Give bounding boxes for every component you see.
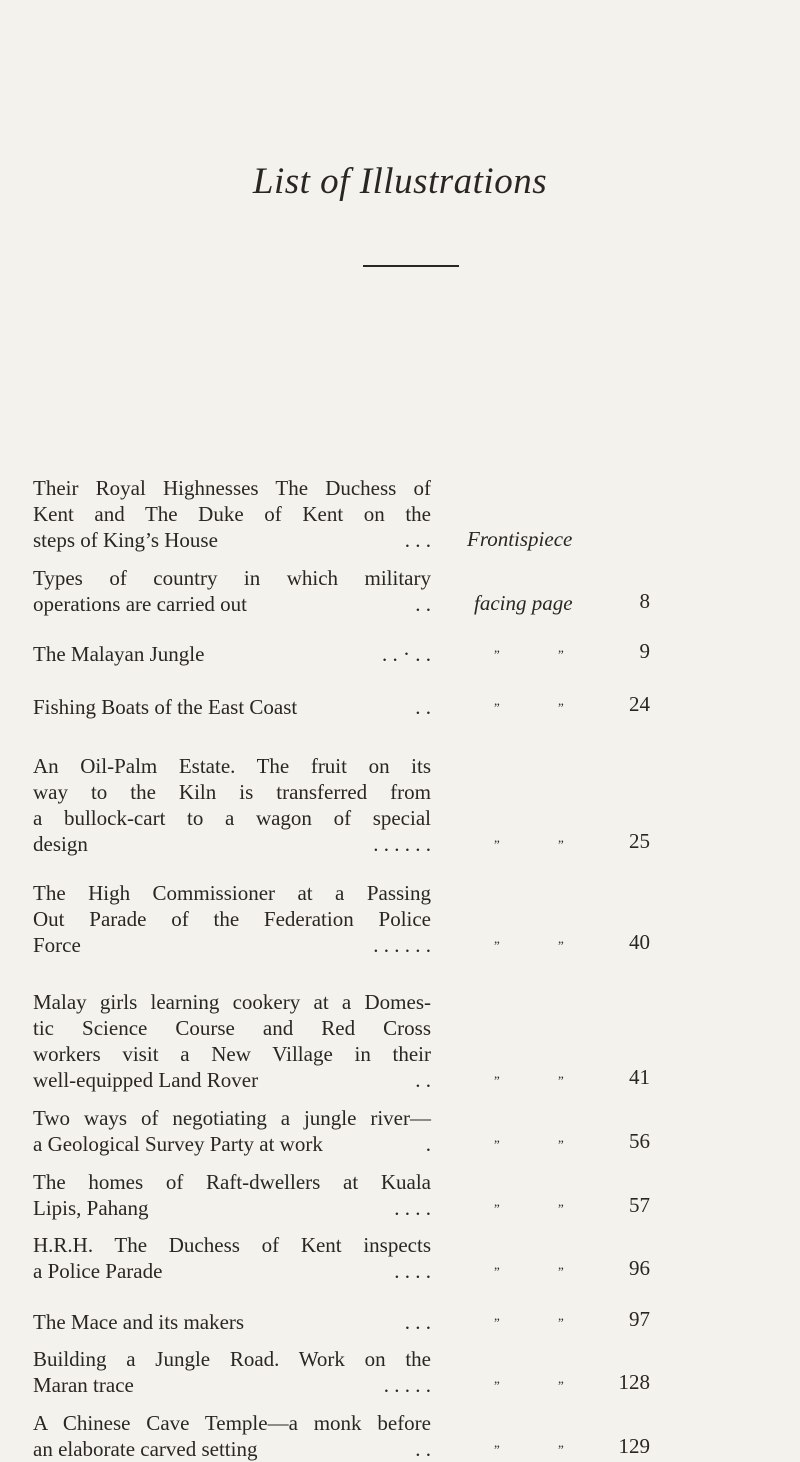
- caption-line: Lipis, Pahang: [33, 1196, 149, 1220]
- caption-last-line: [33, 1195, 431, 1221]
- page-number: 40: [629, 930, 650, 954]
- caption-last-line: [33, 1067, 431, 1093]
- illustration-caption: [33, 880, 431, 958]
- caption-last-line: [33, 591, 431, 617]
- illustration-caption: [33, 565, 431, 617]
- caption-line: Out Parade of the Federation Police: [33, 907, 431, 931]
- caption-last-line: [33, 1258, 431, 1284]
- caption-line: workers visit a New Village in their: [33, 1042, 431, 1066]
- caption-last-line: [33, 1309, 431, 1335]
- caption-line: tic Science Course and Red Cross: [33, 1016, 431, 1040]
- caption-line: Fishing Boats of the East Coast: [33, 695, 298, 719]
- illustration-caption: [33, 1169, 431, 1221]
- leader-dots: . .: [415, 695, 431, 719]
- page-number: 96: [629, 1256, 650, 1280]
- ditto-mark: ”: [494, 700, 499, 715]
- caption-line: Building a Jungle Road. Work on the: [33, 1347, 431, 1371]
- page-number: 41: [629, 1065, 650, 1089]
- leader-dots: . .: [415, 1068, 431, 1092]
- ditto-mark: ”: [558, 1442, 563, 1457]
- caption-line: The Malayan Jungle: [33, 642, 205, 666]
- ditto-mark: ”: [494, 1264, 499, 1279]
- caption-last-line: [33, 1436, 431, 1462]
- caption-line: An Oil-Palm Estate. The fruit on its: [33, 754, 431, 778]
- illustration-caption: [33, 1410, 431, 1462]
- ditto-mark: ”: [558, 1264, 563, 1279]
- caption-line: a Geological Survey Party at work: [33, 1132, 323, 1156]
- leader-dots: . . . .: [394, 1196, 431, 1220]
- page-number: 25: [629, 829, 650, 853]
- caption-line: H.R.H. The Duchess of Kent inspects: [33, 1233, 431, 1257]
- caption-line: Force: [33, 933, 81, 957]
- caption-line: design: [33, 832, 88, 856]
- leader-dots: . . .: [404, 528, 431, 552]
- ditto-mark: ”: [494, 1201, 499, 1216]
- leader-dots: . . . .: [394, 1259, 431, 1283]
- caption-last-line: [33, 1131, 431, 1157]
- ditto-mark: ”: [558, 1315, 563, 1330]
- ditto-mark: ”: [558, 1378, 563, 1393]
- caption-line: Kent and The Duke of Kent on the: [33, 502, 431, 526]
- caption-line: The High Commissioner at a Passing: [33, 881, 431, 905]
- caption-line: Maran trace: [33, 1373, 134, 1397]
- caption-line: A Chinese Cave Temple—a monk before: [33, 1411, 431, 1435]
- leader-dots: . . . . . .: [373, 933, 431, 957]
- illustration-caption: [33, 753, 431, 857]
- illustration-caption: [33, 989, 431, 1093]
- caption-line: well-equipped Land Rover: [33, 1068, 259, 1092]
- caption-line: an elaborate carved setting: [33, 1437, 258, 1461]
- leader-dots: . .: [415, 592, 431, 616]
- ditto-mark: ”: [494, 647, 499, 662]
- illustration-caption: [33, 641, 431, 667]
- leader-dots: . . · . .: [382, 642, 431, 666]
- page-number: 128: [618, 1370, 650, 1394]
- ditto-mark: ”: [494, 837, 499, 852]
- ditto-mark: ”: [558, 837, 563, 852]
- leader-dots: . . . . .: [383, 1373, 431, 1397]
- page-number: 8: [639, 589, 650, 613]
- ditto-mark: ”: [494, 1137, 499, 1152]
- ditto-mark: ”: [494, 1378, 499, 1393]
- page-number: 9: [639, 639, 650, 663]
- ditto-mark: ”: [558, 938, 563, 953]
- leader-dots: . . . . . .: [373, 832, 431, 856]
- caption-line: steps of King’s House: [33, 528, 218, 552]
- leader-dots: . .: [415, 1437, 431, 1461]
- ditto-mark: ”: [558, 1201, 563, 1216]
- illustration-caption: [33, 1232, 431, 1284]
- caption-line: a Police Parade: [33, 1259, 163, 1283]
- ditto-mark: ”: [558, 1073, 563, 1088]
- ditto-mark: ”: [494, 1315, 499, 1330]
- page-number: 56: [629, 1129, 650, 1153]
- ditto-mark: ”: [558, 647, 563, 662]
- caption-last-line: [33, 1372, 431, 1398]
- ditto-mark: ”: [558, 1137, 563, 1152]
- title-divider: [363, 265, 459, 267]
- illustration-caption: [33, 475, 431, 553]
- leader-dots: .: [425, 1132, 431, 1156]
- caption-last-line: [33, 831, 431, 857]
- page-number: 24: [629, 692, 650, 716]
- page-reference-label: Frontispiece: [467, 527, 573, 551]
- ditto-mark: ”: [494, 1073, 499, 1088]
- page-title: List of Illustrations: [252, 161, 548, 202]
- page-reference-label: facing page: [474, 591, 573, 615]
- caption-line: Malay girls learning cookery at a Domes-: [33, 990, 431, 1014]
- illustration-caption: [33, 694, 431, 720]
- illustration-caption: [33, 1346, 431, 1398]
- illustration-caption: [33, 1309, 431, 1335]
- caption-last-line: [33, 694, 431, 720]
- caption-line: Their Royal Highnesses The Duchess of: [33, 476, 431, 500]
- illustration-caption: [33, 1105, 431, 1157]
- caption-line: Two ways of negotiating a jungle river—: [33, 1106, 431, 1130]
- page-number: 129: [618, 1434, 650, 1458]
- caption-line: Types of country in which military: [33, 566, 431, 590]
- ditto-mark: ”: [494, 1442, 499, 1457]
- caption-last-line: [33, 932, 431, 958]
- caption-last-line: [33, 527, 431, 553]
- leader-dots: . . .: [404, 1310, 431, 1334]
- ditto-mark: ”: [558, 700, 563, 715]
- caption-line: way to the Kiln is transferred from: [33, 780, 431, 804]
- page-number: 97: [629, 1307, 650, 1331]
- caption-line: The Mace and its makers: [33, 1310, 245, 1334]
- caption-line: a bullock-cart to a wagon of special: [33, 806, 431, 830]
- page-number: 57: [629, 1193, 650, 1217]
- caption-line: The homes of Raft-dwellers at Kuala: [33, 1170, 431, 1194]
- ditto-mark: ”: [494, 938, 499, 953]
- caption-last-line: [33, 641, 431, 667]
- caption-line: operations are carried out: [33, 592, 247, 616]
